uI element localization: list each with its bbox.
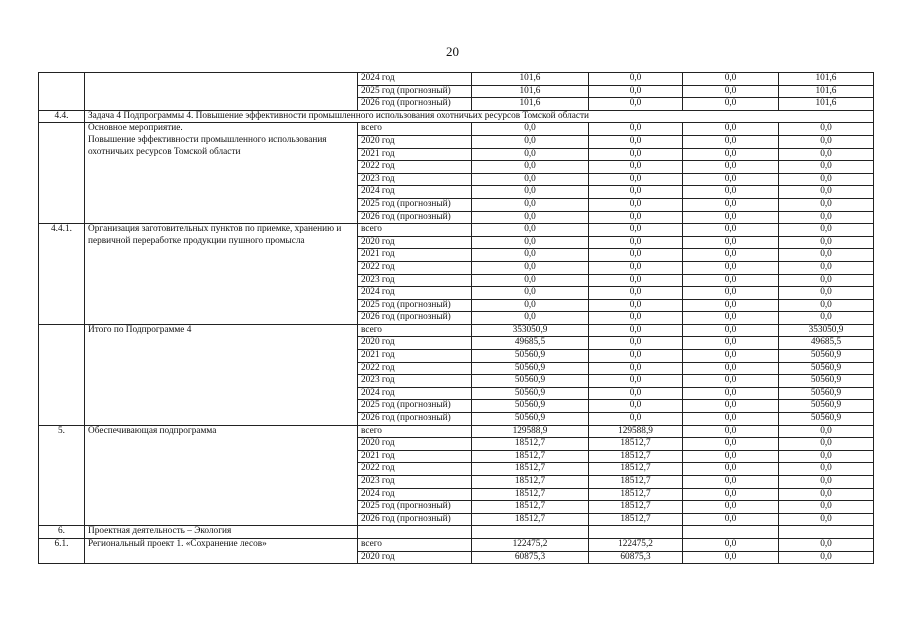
total-value: 50560,9 [472,350,589,363]
local-value: 0,0 [779,551,874,564]
period-cell: всего [358,538,472,551]
period-cell: 2023 год [358,375,472,388]
local-value: 0,0 [779,425,874,438]
local-value: 0,0 [779,450,874,463]
row-number [39,73,85,111]
period-cell: 2025 год (прогнозный) [358,85,472,98]
total-value: 50560,9 [472,375,589,388]
regional-value: 0,0 [683,337,779,350]
federal-value: 0,0 [589,261,683,274]
regional-value: 0,0 [683,261,779,274]
regional-value: 0,0 [683,148,779,161]
federal-value: 0,0 [589,173,683,186]
total-value: 0,0 [472,249,589,262]
regional-value: 0,0 [683,85,779,98]
total-value: 50560,9 [472,413,589,426]
federal-value: 18512,7 [589,438,683,451]
local-value: 0,0 [779,538,874,551]
local-value: 0,0 [779,135,874,148]
federal-value: 0,0 [589,362,683,375]
regional-value: 0,0 [683,198,779,211]
period-cell: 2023 год [358,476,472,489]
activity-name: Региональный проект 1. «Сохранение лесов» [85,538,358,563]
regional-value: 0,0 [683,123,779,136]
regional-value: 0,0 [683,236,779,249]
regional-value: 0,0 [683,387,779,400]
regional-value: 0,0 [683,476,779,489]
federal-value: 0,0 [589,123,683,136]
local-value: 50560,9 [779,362,874,375]
local-value: 49685,5 [779,337,874,350]
federal-value: 0,0 [589,135,683,148]
local-value: 101,6 [779,73,874,86]
period-cell: 2020 год [358,438,472,451]
row-number: 6.1. [39,538,85,563]
total-value: 18512,7 [472,450,589,463]
regional-value: 0,0 [683,501,779,514]
period-cell: 2026 год (прогнозный) [358,312,472,325]
total-value [472,526,589,539]
regional-value: 0,0 [683,98,779,111]
regional-value: 0,0 [683,450,779,463]
federal-value: 0,0 [589,375,683,388]
regional-value: 0,0 [683,413,779,426]
local-value: 0,0 [779,488,874,501]
regional-value: 0,0 [683,324,779,337]
federal-value: 0,0 [589,387,683,400]
local-value: 0,0 [779,476,874,489]
total-value: 18512,7 [472,463,589,476]
row-number [39,324,85,425]
federal-value: 0,0 [589,287,683,300]
period-cell: 2022 год [358,362,472,375]
total-value: 129588,9 [472,425,589,438]
regional-value: 0,0 [683,161,779,174]
total-value: 0,0 [472,198,589,211]
regional-value: 0,0 [683,287,779,300]
local-value: 0,0 [779,173,874,186]
federal-value: 0,0 [589,400,683,413]
total-value: 0,0 [472,186,589,199]
regional-value: 0,0 [683,350,779,363]
period-cell: 2021 год [358,148,472,161]
total-value: 0,0 [472,224,589,237]
local-value: 50560,9 [779,375,874,388]
total-value: 18512,7 [472,476,589,489]
total-value: 0,0 [472,161,589,174]
total-value: 0,0 [472,173,589,186]
local-value: 101,6 [779,98,874,111]
table-row [39,538,874,551]
regional-value: 0,0 [683,249,779,262]
total-value: 0,0 [472,274,589,287]
regional-value: 0,0 [683,73,779,86]
federal-value: 0,0 [589,350,683,363]
period-cell: всего [358,425,472,438]
period-cell: 2024 год [358,387,472,400]
local-value: 50560,9 [779,400,874,413]
local-value: 0,0 [779,198,874,211]
regional-value: 0,0 [683,362,779,375]
period-cell: всего [358,224,472,237]
regional-value: 0,0 [683,274,779,287]
period-cell: 2021 год [358,350,472,363]
activity-name: Основное мероприятие. Повышение эффективности промышленного использования охотничьих ресурсов Томской области [85,123,358,224]
local-value: 50560,9 [779,387,874,400]
total-value: 50560,9 [472,400,589,413]
regional-value: 0,0 [683,299,779,312]
federal-value: 0,0 [589,312,683,325]
regional-value: 0,0 [683,375,779,388]
row-number: 6. [39,526,85,539]
regional-value: 0,0 [683,211,779,224]
total-value: 122475,2 [472,538,589,551]
period-cell: всего [358,123,472,136]
local-value: 0,0 [779,249,874,262]
federal-value: 0,0 [589,337,683,350]
period-cell: 2022 год [358,261,472,274]
local-value: 0,0 [779,161,874,174]
local-value: 0,0 [779,513,874,526]
table-row [39,526,874,539]
period-cell: 2026 год (прогнозный) [358,413,472,426]
regional-value [683,526,779,539]
table-row [39,425,874,438]
federal-value: 122475,2 [589,538,683,551]
total-value: 0,0 [472,287,589,300]
federal-value: 0,0 [589,85,683,98]
total-value: 0,0 [472,123,589,136]
regional-value: 0,0 [683,463,779,476]
total-value: 18512,7 [472,513,589,526]
local-value: 0,0 [779,261,874,274]
regional-value: 0,0 [683,173,779,186]
federal-value: 60875,3 [589,551,683,564]
period-cell: 2020 год [358,337,472,350]
period-cell: 2025 год (прогнозный) [358,198,472,211]
local-value: 0,0 [779,501,874,514]
period-cell: 2023 год [358,274,472,287]
budget-table [38,72,874,564]
total-value: 101,6 [472,85,589,98]
federal-value [589,526,683,539]
period-cell: 2020 год [358,135,472,148]
total-value: 0,0 [472,312,589,325]
local-value: 0,0 [779,312,874,325]
total-value: 0,0 [472,148,589,161]
federal-value: 0,0 [589,211,683,224]
federal-value: 0,0 [589,224,683,237]
regional-value: 0,0 [683,513,779,526]
table-row [39,123,874,136]
regional-value: 0,0 [683,135,779,148]
budget-table-body [39,73,874,564]
row-number [39,123,85,224]
page-number: 20 [446,44,459,59]
total-value: 101,6 [472,73,589,86]
local-value: 50560,9 [779,413,874,426]
total-value: 353050,9 [472,324,589,337]
federal-value: 0,0 [589,198,683,211]
total-value: 60875,3 [472,551,589,564]
total-value: 101,6 [472,98,589,111]
local-value: 0,0 [779,186,874,199]
table-row [39,324,874,337]
total-value: 0,0 [472,211,589,224]
federal-value: 18512,7 [589,501,683,514]
regional-value: 0,0 [683,312,779,325]
federal-value: 18512,7 [589,463,683,476]
section-header-row [39,110,874,123]
local-value: 0,0 [779,438,874,451]
regional-value: 0,0 [683,438,779,451]
period-cell: всего [358,324,472,337]
local-value: 0,0 [779,224,874,237]
total-value: 0,0 [472,261,589,274]
period-cell: 2021 год [358,249,472,262]
federal-value: 0,0 [589,161,683,174]
federal-value: 0,0 [589,148,683,161]
regional-value: 0,0 [683,400,779,413]
local-value: 101,6 [779,85,874,98]
federal-value: 0,0 [589,186,683,199]
row-number: 5. [39,425,85,526]
period-cell: 2025 год (прогнозный) [358,501,472,514]
federal-value: 18512,7 [589,513,683,526]
federal-value: 0,0 [589,73,683,86]
regional-value: 0,0 [683,488,779,501]
period-cell: 2026 год (прогнозный) [358,98,472,111]
period-cell: 2023 год [358,173,472,186]
local-value: 0,0 [779,299,874,312]
period-cell: 2026 год (прогнозный) [358,513,472,526]
total-value: 18512,7 [472,438,589,451]
federal-value: 18512,7 [589,450,683,463]
table-row [39,224,874,237]
regional-value: 0,0 [683,425,779,438]
federal-value: 0,0 [589,413,683,426]
regional-value: 0,0 [683,186,779,199]
federal-value: 0,0 [589,249,683,262]
period-cell: 2022 год [358,161,472,174]
regional-value: 0,0 [683,551,779,564]
federal-value: 18512,7 [589,488,683,501]
period-cell: 2022 год [358,463,472,476]
period-cell: 2024 год [358,488,472,501]
section-header-text: Задача 4 Подпрограммы 4. Повышение эффективности промышленного использования охотничьих ресурсов Томской области [85,110,874,123]
period-cell: 2024 год [358,186,472,199]
federal-value: 0,0 [589,324,683,337]
period-cell: 2026 год (прогнозный) [358,211,472,224]
local-value: 0,0 [779,463,874,476]
local-value: 0,0 [779,236,874,249]
regional-value: 0,0 [683,538,779,551]
local-value: 0,0 [779,274,874,287]
federal-value: 0,0 [589,299,683,312]
total-value: 0,0 [472,236,589,249]
federal-value: 129588,9 [589,425,683,438]
activity-name [85,73,358,111]
federal-value: 0,0 [589,236,683,249]
table-row [39,73,874,86]
local-value: 353050,9 [779,324,874,337]
federal-value: 0,0 [589,274,683,287]
period-cell: 2020 год [358,551,472,564]
period-cell: 2025 год (прогнозный) [358,299,472,312]
federal-value: 0,0 [589,98,683,111]
period-cell: 2020 год [358,236,472,249]
local-value: 0,0 [779,211,874,224]
activity-name: Итого по Подпрограмме 4 [85,324,358,425]
total-value: 49685,5 [472,337,589,350]
period-cell [358,526,472,539]
total-value: 0,0 [472,135,589,148]
activity-name: Обеспечивающая подпрограмма [85,425,358,526]
total-value: 50560,9 [472,387,589,400]
local-value: 50560,9 [779,350,874,363]
total-value: 18512,7 [472,501,589,514]
activity-name: Организация заготовительных пунктов по приемке, хранению и первичной переработке продукции пушного промысла [85,224,358,325]
row-number: 4.4.1. [39,224,85,325]
total-value: 18512,7 [472,488,589,501]
local-value: 0,0 [779,148,874,161]
federal-value: 18512,7 [589,476,683,489]
period-cell: 2024 год [358,287,472,300]
total-value: 50560,9 [472,362,589,375]
period-cell: 2025 год (прогнозный) [358,400,472,413]
period-cell: 2024 год [358,73,472,86]
local-value [779,526,874,539]
total-value: 0,0 [472,299,589,312]
period-cell: 2021 год [358,450,472,463]
row-number: 4.4. [39,110,85,123]
local-value: 0,0 [779,123,874,136]
local-value: 0,0 [779,287,874,300]
activity-name: Проектная деятельность – Экология [85,526,358,539]
regional-value: 0,0 [683,224,779,237]
